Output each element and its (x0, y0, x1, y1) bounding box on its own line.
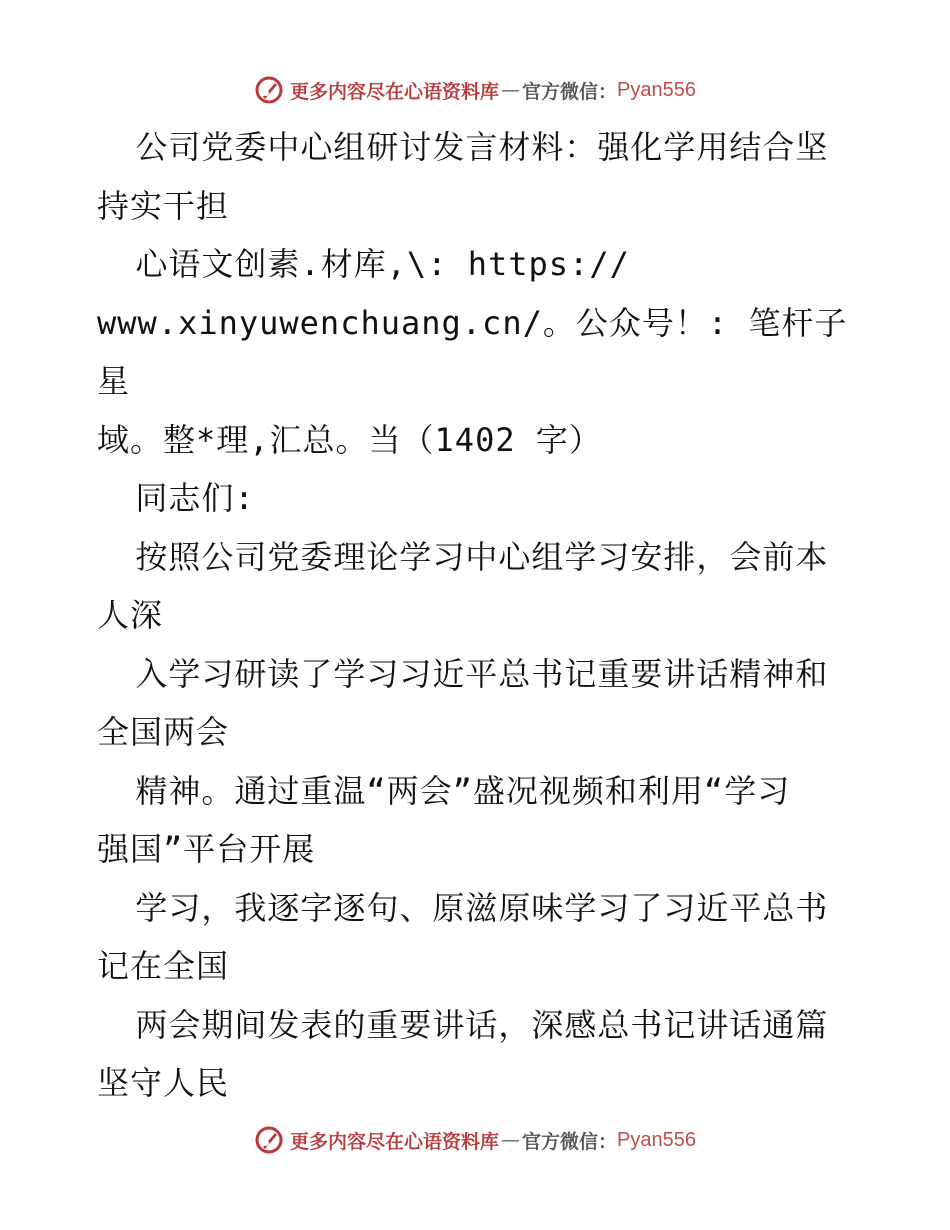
quill-logo-icon (254, 1125, 284, 1155)
body-paragraph (97, 645, 857, 762)
banner-separator: — (501, 1129, 521, 1151)
source-paragraph (97, 235, 857, 469)
para-line: 人深 (97, 596, 164, 634)
para-line: 两会期间发表的重要讲话，深感总书记讲话通篇 (135, 1005, 829, 1044)
body-paragraph (97, 762, 857, 879)
banner-wechat-account: Pyan556 (617, 1128, 696, 1151)
para-line: 学习，我逐字逐句、原滋原味学习了习近平总书 (135, 888, 829, 927)
para-line: 强国”平台开展 (97, 830, 316, 868)
body-paragraph (97, 528, 857, 645)
body-paragraph (97, 879, 857, 996)
banner-wechat-label: 官方微信： (522, 1130, 618, 1153)
quill-logo-icon (254, 75, 284, 105)
header-banner (0, 70, 950, 110)
para-line: www.xinyuwenchuang.cn/。公众号！: 笔杆子星 (97, 303, 848, 400)
para-line: 公司党委中心组研讨发言材料：强化学用结合坚 (135, 128, 829, 166)
para-line: 按照公司党委理论学习中心组学习安排，会前本 (135, 537, 829, 576)
banner-brand-text: 更多内容尽在心语资料库 (290, 80, 500, 103)
body-paragraph (97, 996, 857, 1113)
document-body (97, 118, 857, 1113)
para-line: 域。整*理,汇总。当（1402 字） (97, 420, 602, 459)
para-line: 心语文创素.材库,\: https:// (135, 245, 630, 283)
banner-brand-text: 更多内容尽在心语资料库 (290, 1130, 500, 1153)
para-line: 入学习研读了学习习近平总书记重要讲话精神和 (135, 654, 829, 693)
para-line: 同志们: (135, 479, 255, 517)
para-line: 全国两会 (97, 713, 230, 751)
banner-wechat-account: Pyan556 (617, 78, 696, 101)
footer-banner (0, 1120, 950, 1160)
banner-separator: — (501, 79, 521, 101)
para-line: 记在全国 (97, 947, 230, 985)
para-line: 持实干担 (97, 186, 230, 225)
title-paragraph (97, 118, 857, 235)
para-line: 精神。通过重温“两会”盛况视频和利用“学习 (135, 771, 791, 810)
para-line: 坚守人民 (97, 1064, 230, 1102)
banner-wechat-label: 官方微信： (522, 80, 618, 103)
salutation-paragraph (97, 469, 857, 528)
